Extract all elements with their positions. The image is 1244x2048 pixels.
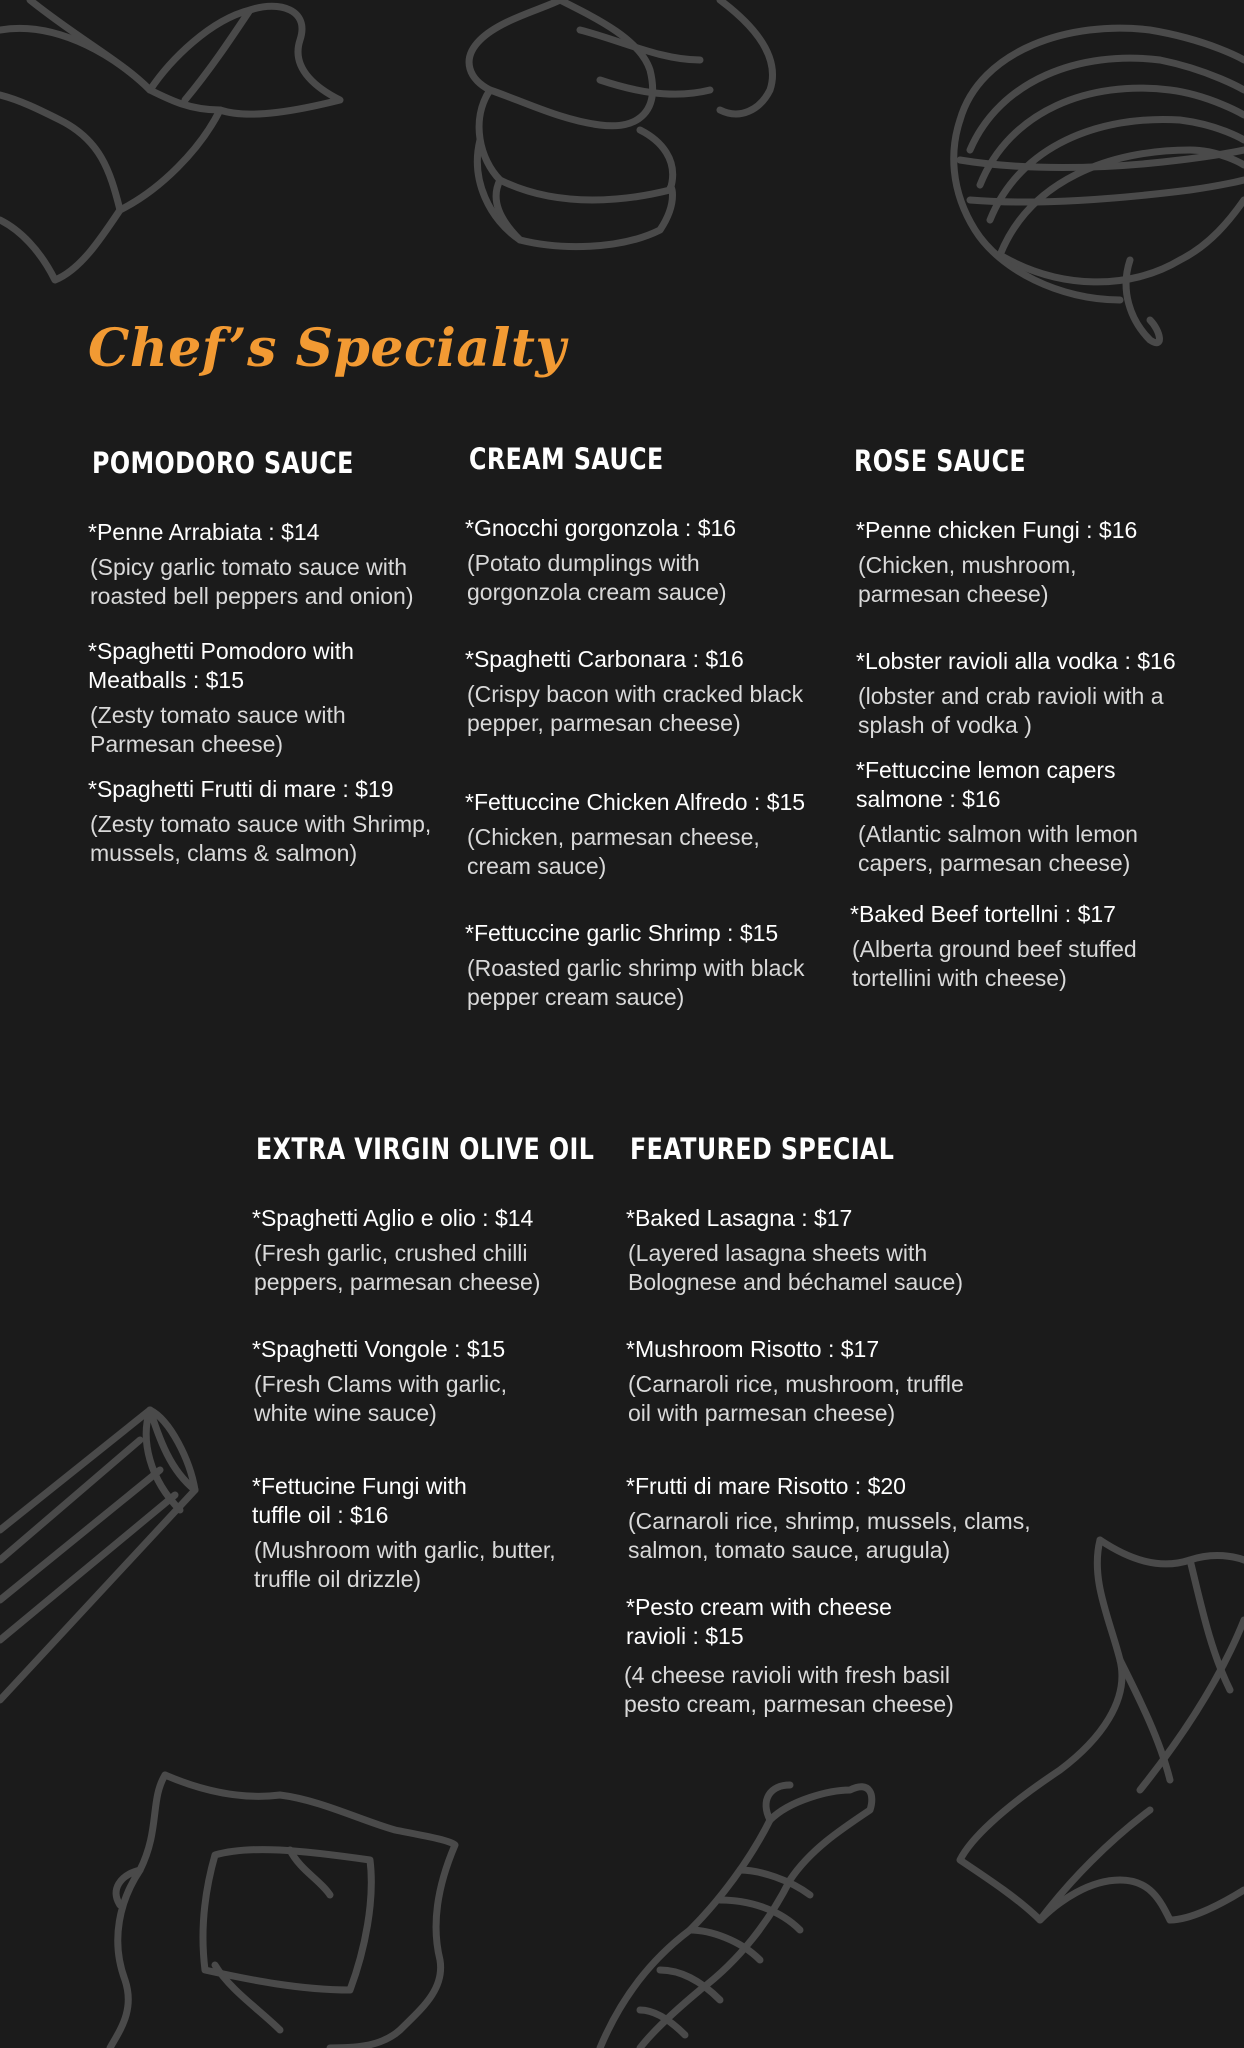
pasta-nest-illustration-top-right bbox=[954, 28, 1244, 343]
fusilli-illustration-top-center bbox=[469, 0, 772, 247]
item-description: (Carnaroli rice, shrimp, mussels, clams, salmon, tomato sauce, arugula) bbox=[628, 1508, 1031, 1563]
section-featured-special bbox=[626, 1132, 1056, 1745]
item-description: (Fresh Clams with garlic, white wine sauce) bbox=[254, 1371, 508, 1426]
menu-item-spaghetti-pomodoro bbox=[88, 637, 448, 759]
item-name: *Fettucine Fungi with tuffle oil : $16 bbox=[252, 1473, 467, 1528]
menu-item-fettuccine-chicken-alfredo bbox=[465, 788, 835, 881]
item-name: *Fettuccine Chicken Alfredo : $15 bbox=[465, 789, 806, 815]
item-name: *Fettuccine garlic Shrimp : $15 bbox=[465, 920, 779, 946]
item-description: (Atlantic salmon with lemon capers, parmesan cheese) bbox=[858, 821, 1138, 876]
section-heading-featured: FEATURED SPECIAL bbox=[630, 1132, 895, 1166]
menu-item-gnocchi-gorgonzola bbox=[465, 514, 835, 607]
item-name: *Spaghetti Aglio e olio : $14 bbox=[252, 1205, 534, 1231]
item-name: *Baked Beef tortellni : $17 bbox=[850, 901, 1116, 927]
menu-item-frutti-di-mare-risotto bbox=[626, 1472, 1056, 1565]
section-heading-cream: CREAM SAUCE bbox=[469, 442, 664, 476]
menu-item-spaghetti-vongole bbox=[252, 1335, 592, 1428]
item-description: (lobster and crab ravioli with a splash of vodka ) bbox=[858, 683, 1164, 738]
section-rose-sauce bbox=[850, 444, 1200, 1019]
menu-item-mushroom-risotto bbox=[626, 1335, 1056, 1428]
item-description: (Crispy bacon with cracked black pepper, parmesan cheese) bbox=[467, 681, 804, 736]
menu-item-fettuccine-lemon-capers bbox=[850, 756, 1200, 878]
section-pomodoro-sauce bbox=[88, 446, 448, 894]
menu-item-spaghetti-carbonara bbox=[465, 645, 835, 738]
menu-item-fettucine-fungi bbox=[252, 1472, 592, 1594]
section-heading-pomodoro: POMODORO SAUCE bbox=[92, 446, 354, 480]
item-description: (Roasted garlic shrimp with black pepper cream sauce) bbox=[467, 955, 805, 1010]
item-description: (Mushroom with garlic, butter, truffle oil drizzle) bbox=[254, 1537, 556, 1592]
menu-item-fettuccine-garlic-shrimp bbox=[465, 919, 835, 1012]
item-description: (Fresh garlic, crushed chilli peppers, parmesan cheese) bbox=[254, 1240, 541, 1295]
menu-item-spaghetti-aglio-e-olio bbox=[252, 1204, 592, 1297]
item-description: (Carnaroli rice, mushroom, truffle oil with parmesan cheese) bbox=[628, 1371, 964, 1426]
menu-item-penne-arrabiata bbox=[88, 518, 448, 611]
menu-item-baked-beef-tortellini bbox=[850, 900, 1200, 993]
item-name: *Spaghetti Pomodoro with Meatballs : $15 bbox=[88, 638, 354, 693]
item-description: (Zesty tomato sauce with Parmesan cheese) bbox=[90, 702, 346, 757]
item-description: (Potato dumplings with gorgonzola cream sauce) bbox=[467, 550, 727, 605]
menu-item-baked-lasagna bbox=[626, 1204, 1056, 1297]
item-name: *Frutti di mare Risotto : $20 bbox=[626, 1473, 906, 1499]
menu-title: Chef’s Specialty bbox=[88, 318, 567, 379]
item-name: *Spaghetti Carbonara : $16 bbox=[465, 646, 744, 672]
penne-illustration-left bbox=[0, 1410, 195, 1700]
item-description: (Alberta ground beef stuffed tortellini with cheese) bbox=[852, 936, 1137, 991]
item-name: *Lobster ravioli alla vodka : $16 bbox=[856, 648, 1176, 674]
fusilli-illustration-bottom-center bbox=[600, 1785, 872, 2048]
item-name: *Penne Arrabiata : $14 bbox=[88, 519, 320, 545]
section-heading-rose: ROSE SAUCE bbox=[854, 444, 1027, 478]
item-name: *Mushroom Risotto : $17 bbox=[626, 1336, 880, 1362]
menu-item-pesto-cream-ravioli bbox=[626, 1593, 1056, 1719]
item-name: *Fettuccine lemon capers salmone : $16 bbox=[856, 757, 1116, 812]
item-name: *Pesto cream with cheese ravioli : $15 bbox=[626, 1594, 892, 1649]
farfalle-illustration-top-left bbox=[0, 0, 340, 280]
menu-item-spaghetti-frutti-di-mare bbox=[88, 775, 448, 868]
menu-item-penne-chicken-fungi bbox=[850, 516, 1200, 609]
ravioli-illustration-bottom-left bbox=[110, 1775, 455, 2048]
section-heading-olive-oil: EXTRA VIRGIN OLIVE OIL bbox=[256, 1132, 595, 1166]
item-name: *Gnocchi gorgonzola : $16 bbox=[465, 515, 737, 541]
item-name: *Spaghetti Frutti di mare : $19 bbox=[88, 776, 394, 802]
item-description: (Zesty tomato sauce with Shrimp, mussels, clams & salmon) bbox=[90, 811, 432, 866]
item-name: *Penne chicken Fungi : $16 bbox=[856, 517, 1138, 543]
menu-item-lobster-ravioli bbox=[850, 647, 1200, 740]
section-extra-virgin-olive-oil bbox=[252, 1132, 595, 1620]
item-description: (Spicy garlic tomato sauce with roasted bell peppers and onion) bbox=[90, 554, 414, 609]
section-cream-sauce bbox=[465, 442, 835, 1038]
item-description: (Chicken, mushroom, parmesan cheese) bbox=[858, 552, 1077, 607]
item-description: (4 cheese ravioli with fresh basil pesto cream, parmesan cheese) bbox=[624, 1662, 954, 1717]
item-name: *Spaghetti Vongole : $15 bbox=[252, 1336, 506, 1362]
item-description: (Layered lasagna sheets with Bolognese and béchamel sauce) bbox=[628, 1240, 964, 1295]
item-description: (Chicken, parmesan cheese, cream sauce) bbox=[467, 824, 760, 879]
item-name: *Baked Lasagna : $17 bbox=[626, 1205, 853, 1231]
